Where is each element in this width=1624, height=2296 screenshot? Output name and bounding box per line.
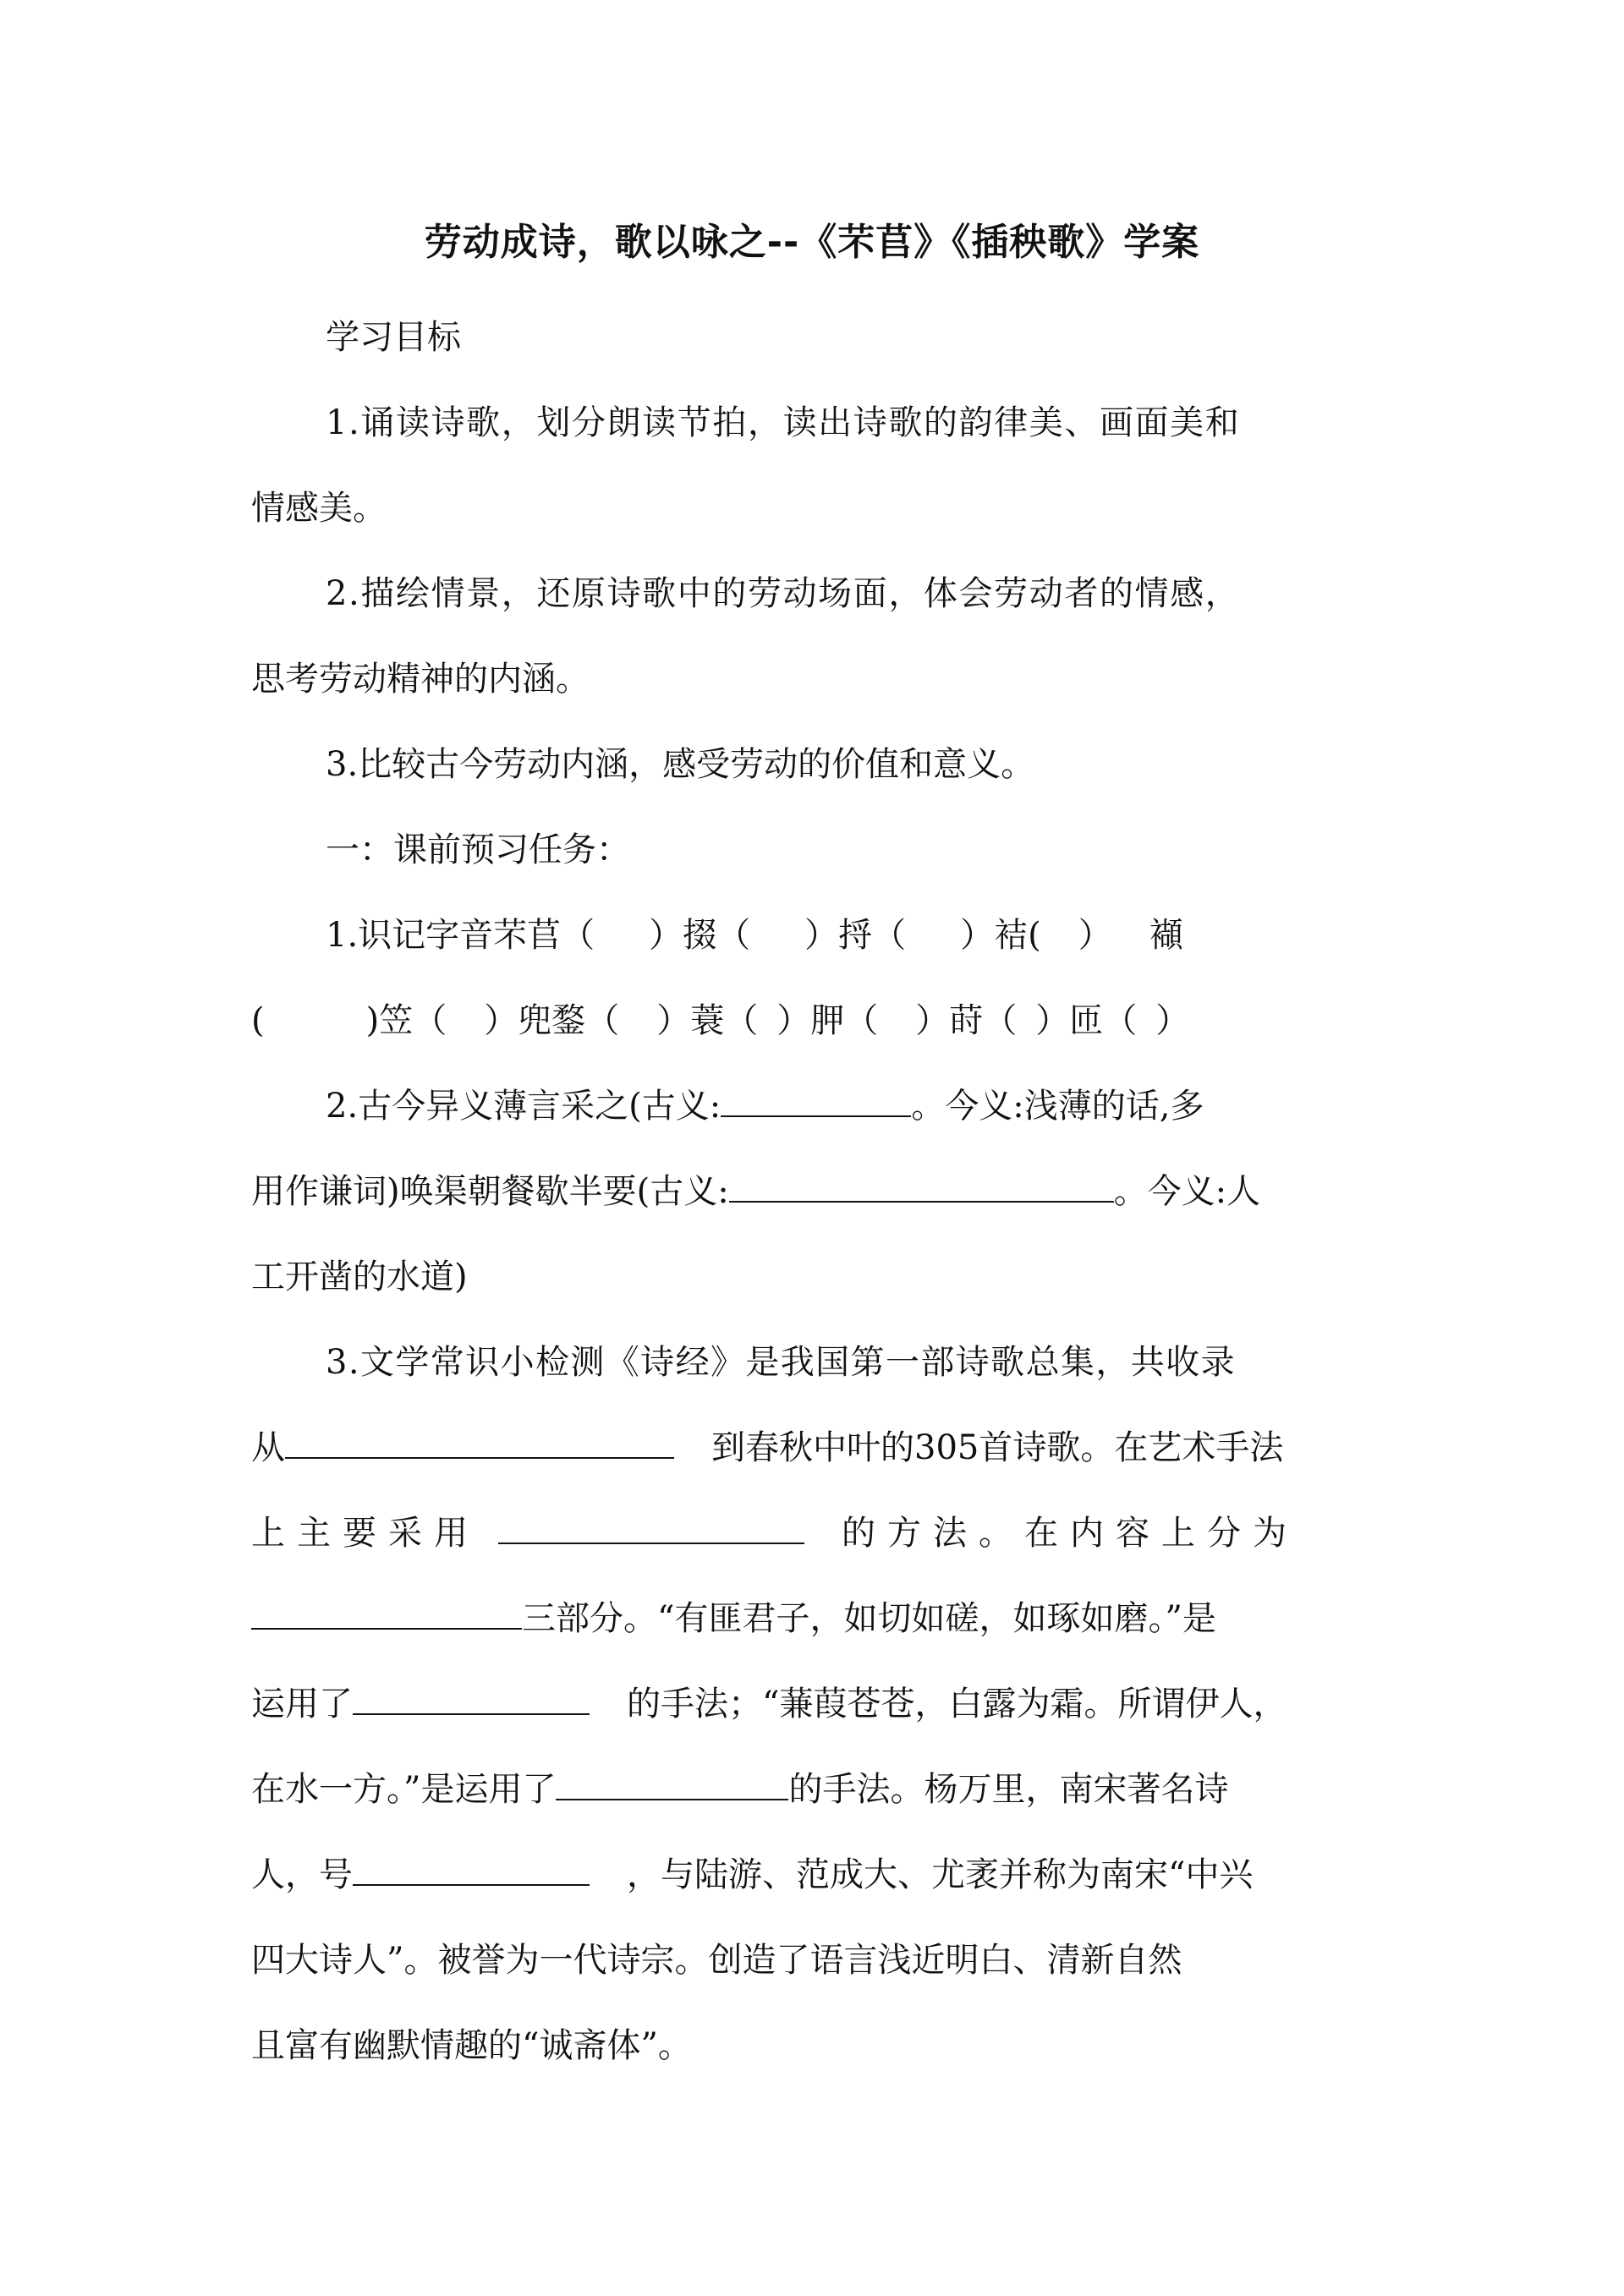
- objective-2-line-1: 2.描绘情景，还原诗歌中的劳动场面，体会劳动者的情感，: [326, 574, 1241, 613]
- q2-a1: 2.古今异义薄言采之(古义:: [326, 1087, 721, 1126]
- q1-l2-a: )笠（: [365, 1001, 447, 1040]
- q3-line-2: [251, 1418, 1283, 1477]
- q3-blank-5[interactable]: [556, 1770, 788, 1800]
- q3-l7-b: ，与陆游、范成大、尤袤并称为南宋“中兴: [627, 1855, 1254, 1894]
- q1-cell-4: ）: [1078, 916, 1112, 955]
- q3-blank-6[interactable]: [353, 1855, 590, 1886]
- preview-heading: 一：课前预习任务：: [326, 830, 630, 869]
- q3-l6-a: 在水一方。”是运用了: [251, 1770, 557, 1809]
- q3-l2-b: 到春秋中叶的305首诗歌。在艺术手法: [711, 1428, 1284, 1467]
- q1-cell-2: ）捋（: [804, 916, 907, 955]
- q3-blank-1[interactable]: [285, 1428, 674, 1459]
- q3-l2-a: 从: [251, 1428, 285, 1467]
- q1-cell-3: ）袺(: [960, 916, 1041, 955]
- q3-l5-a: 运用了: [251, 1685, 353, 1723]
- q3-line-9: 且富有幽默情趣的“诚斋体”。: [251, 2026, 692, 2065]
- q3-blank-2[interactable]: [498, 1514, 804, 1544]
- q1-cell-5: 襭: [1149, 916, 1183, 955]
- q2-blank-1[interactable]: [721, 1087, 911, 1117]
- q3-line-6: [251, 1760, 1228, 1819]
- q3-line-3: [251, 1504, 1298, 1563]
- objectives-heading: 学习目标: [326, 318, 461, 357]
- q1-l2-g: ）: [1155, 1001, 1190, 1040]
- q3-line-5: [251, 1674, 1287, 1734]
- q3-line-8: 四大诗人”。被誉为一代诗宗。创造了语言浅近明白、清新自然: [251, 1941, 1182, 1980]
- q1-l2-c: ）蓑（: [656, 1001, 759, 1040]
- q2-line-2: [251, 1162, 1260, 1221]
- page-title: 劳动成诗，歌以咏之--《芣苢》《插秧歌》学案: [424, 221, 1200, 264]
- q3-l7-a: 人，号: [251, 1855, 353, 1894]
- q3-l6-b: 的手法。杨万里，南宋著名诗: [788, 1770, 1229, 1809]
- q3-l4-b: 三部分。“有匪君子，如切如磋，如琢如磨。”是: [522, 1599, 1216, 1638]
- objective-2-line-2: 思考劳动精神的内涵。: [251, 660, 590, 699]
- q2-line-3: 工开凿的水道): [251, 1258, 468, 1296]
- q1-line-2: [251, 991, 1189, 1050]
- q1-l2-e: ）莳（: [915, 1001, 1018, 1040]
- objective-1-line-2: 情感美。: [251, 489, 387, 528]
- q1-line-1: [326, 906, 1183, 965]
- q2-line-1: [326, 1077, 1204, 1136]
- q3-line-7: [251, 1845, 1253, 1904]
- q2-b1: 用作谦词)唤渠朝餐歇半要(古义:: [251, 1172, 729, 1211]
- q1-l2-d: ）胛（: [776, 1001, 879, 1040]
- q1-lead: 1.识记字音芣苢（: [326, 916, 595, 955]
- q1-l2-f: ）匝（: [1035, 1001, 1138, 1040]
- objective-3: 3.比较古今劳动内涵，感受劳动的价值和意义。: [326, 745, 1035, 784]
- q1-cell-1: ）掇（: [649, 916, 751, 955]
- q3-l3-a: 上主要采用: [251, 1514, 480, 1553]
- q1-l2-b: ）兜鍪（: [484, 1001, 620, 1040]
- q2-a2: 。今义:浅薄的话,多: [911, 1087, 1204, 1126]
- q3-line-1: 3.文学常识小检测《诗经》是我国第一部诗歌总集，共收录: [326, 1343, 1236, 1382]
- q3-line-4: [251, 1589, 1216, 1648]
- q2-b2: 。今义:人: [1113, 1172, 1261, 1211]
- q3-l5-b: 的手法；“蒹葭苍苍，白露为霜。所谓伊人，: [627, 1685, 1287, 1723]
- objective-1-line-1: 1.诵读诗歌，划分朗读节拍，读出诗歌的韵律美、画面美和: [326, 403, 1241, 442]
- q2-blank-2[interactable]: [729, 1172, 1114, 1203]
- q3-blank-4[interactable]: [353, 1685, 590, 1715]
- q3-blank-3[interactable]: [251, 1599, 522, 1630]
- q1-l2-open: (: [251, 1001, 265, 1040]
- q3-l3-b: 的方法。在内容上分为: [842, 1514, 1298, 1553]
